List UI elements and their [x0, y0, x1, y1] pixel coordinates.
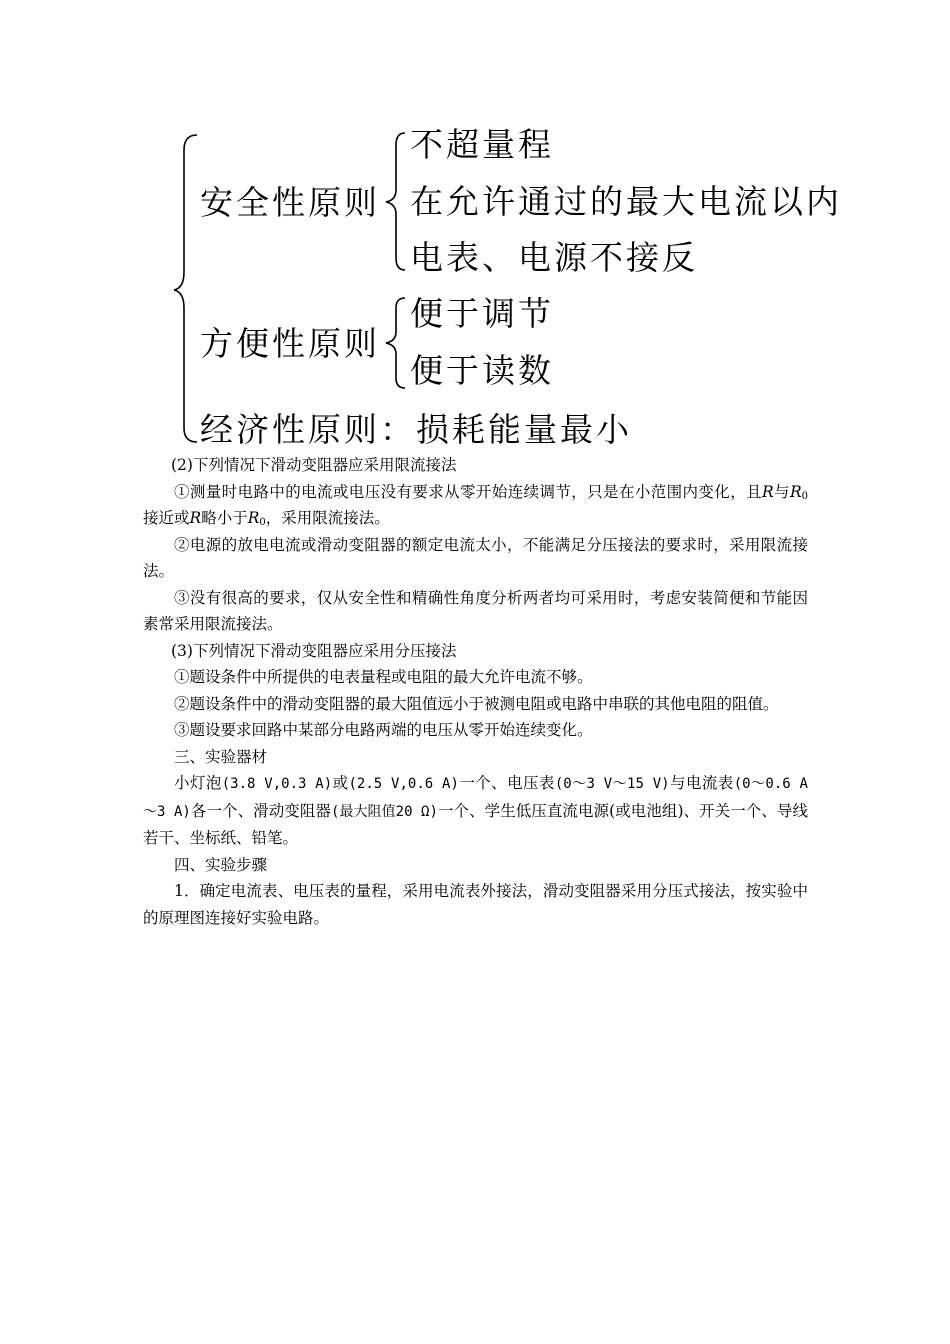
equipment-spec-4: (0～0.6 A～3 A) — [143, 776, 808, 820]
equipment-text-3: 一个、电压表 — [458, 774, 555, 792]
subscript-0: 0 — [801, 490, 808, 502]
equipment-text-4: 与电流表 — [669, 774, 734, 792]
equipment-text-2: 或 — [332, 774, 349, 792]
convenience-item-1: 便于调节 — [410, 294, 554, 333]
equipment-list — [143, 770, 808, 852]
symbol-r: R — [761, 482, 774, 501]
section3-item-1: ①题设条件中所提供的电表量程或电阻的最大允许电流不够。 — [174, 668, 593, 686]
equipment-spec-3: (0～3 V～15 V) — [554, 776, 670, 792]
subscript-0: 0 — [259, 517, 266, 528]
safety-item-1: 不超量程 — [410, 125, 554, 164]
economy-row — [200, 410, 632, 450]
economy-label: 经济性原则 — [200, 410, 380, 449]
equipment-spec-1: (3.8 V,0.3 A) — [221, 776, 333, 792]
equipment-spec-5: (最大阻值20 Ω) — [330, 803, 438, 820]
section2-item-1-with: 与 — [773, 482, 790, 501]
section2-item-1-text: ①测量时电路中的电流或电压没有要求从零开始连续调节，只是在小范围内变化，且 — [174, 482, 762, 501]
equipment-heading: 三、实验器材 — [174, 747, 268, 766]
section2-item-3: ③没有很高的要求，仅从安全性和精确性角度分析两者均可采用时，考虑安装简便和节能因素常采用限流接法。 — [143, 588, 808, 633]
section2-item-1 — [143, 479, 808, 532]
symbol-r0: R — [789, 482, 802, 501]
safety-brace — [386, 133, 405, 270]
section2-item-1-mid: 接近或 — [143, 509, 190, 527]
equipment-text-1: 小灯泡 — [174, 774, 222, 792]
section2-heading: (2)下列情况下滑动变阻器应采用限流接法 — [171, 456, 457, 474]
steps-heading: 四、实验步骤 — [174, 855, 268, 874]
section2-item-1-end: ，采用限流接法。 — [265, 509, 390, 527]
section2-item-2: ②电源的放电电流或滑动变阻器的额定电流太小，不能满足分压接法的要求时，采用限流接法。 — [143, 535, 808, 580]
section3-item-2: ②题设条件中的滑动变阻器的最大阻值远小于被测电阻或电路中串联的其他电阻的阻值。 — [174, 694, 779, 713]
convenience-label: 方便性原则 — [200, 324, 380, 363]
equipment-text-6: 一个、学生低压直流电源(或电池组)、开关一个、导线若干、坐标纸、铅笔。 — [143, 801, 808, 847]
symbol-r: R — [189, 509, 202, 527]
equipment-spec-2: (2.5 V,0.6 A) — [348, 776, 459, 792]
symbol-r0: R — [247, 509, 260, 527]
safety-label: 安全性原则 — [200, 183, 380, 222]
section2-item-1-less: 略小于 — [201, 509, 248, 527]
document-body — [143, 452, 808, 931]
convenience-brace — [386, 298, 405, 388]
principles-diagram — [0, 0, 950, 450]
section3-heading: (3)下列情况下滑动变阻器应采用分压接法 — [171, 641, 457, 660]
step-1: 1．确定电流表、电压表的量程，采用电流表外接法，滑动变阻器采用分压式接法，按实验中的原理图连接好实验电路。 — [143, 882, 808, 927]
economy-detail: 损耗能量最小 — [416, 410, 632, 449]
convenience-item-2: 便于读数 — [410, 351, 554, 390]
equipment-text-5: 各一个、滑动变阻器 — [190, 801, 331, 820]
safety-item-2: 在允许通过的最大电流以内 — [410, 182, 842, 221]
safety-item-3: 电表、电源不接反 — [410, 238, 698, 277]
outer-brace — [174, 135, 197, 442]
section3-item-3: ③题设要求回路中某部分电路两端的电压从零开始连续变化。 — [174, 721, 593, 739]
economy-separator: ： — [380, 410, 416, 449]
